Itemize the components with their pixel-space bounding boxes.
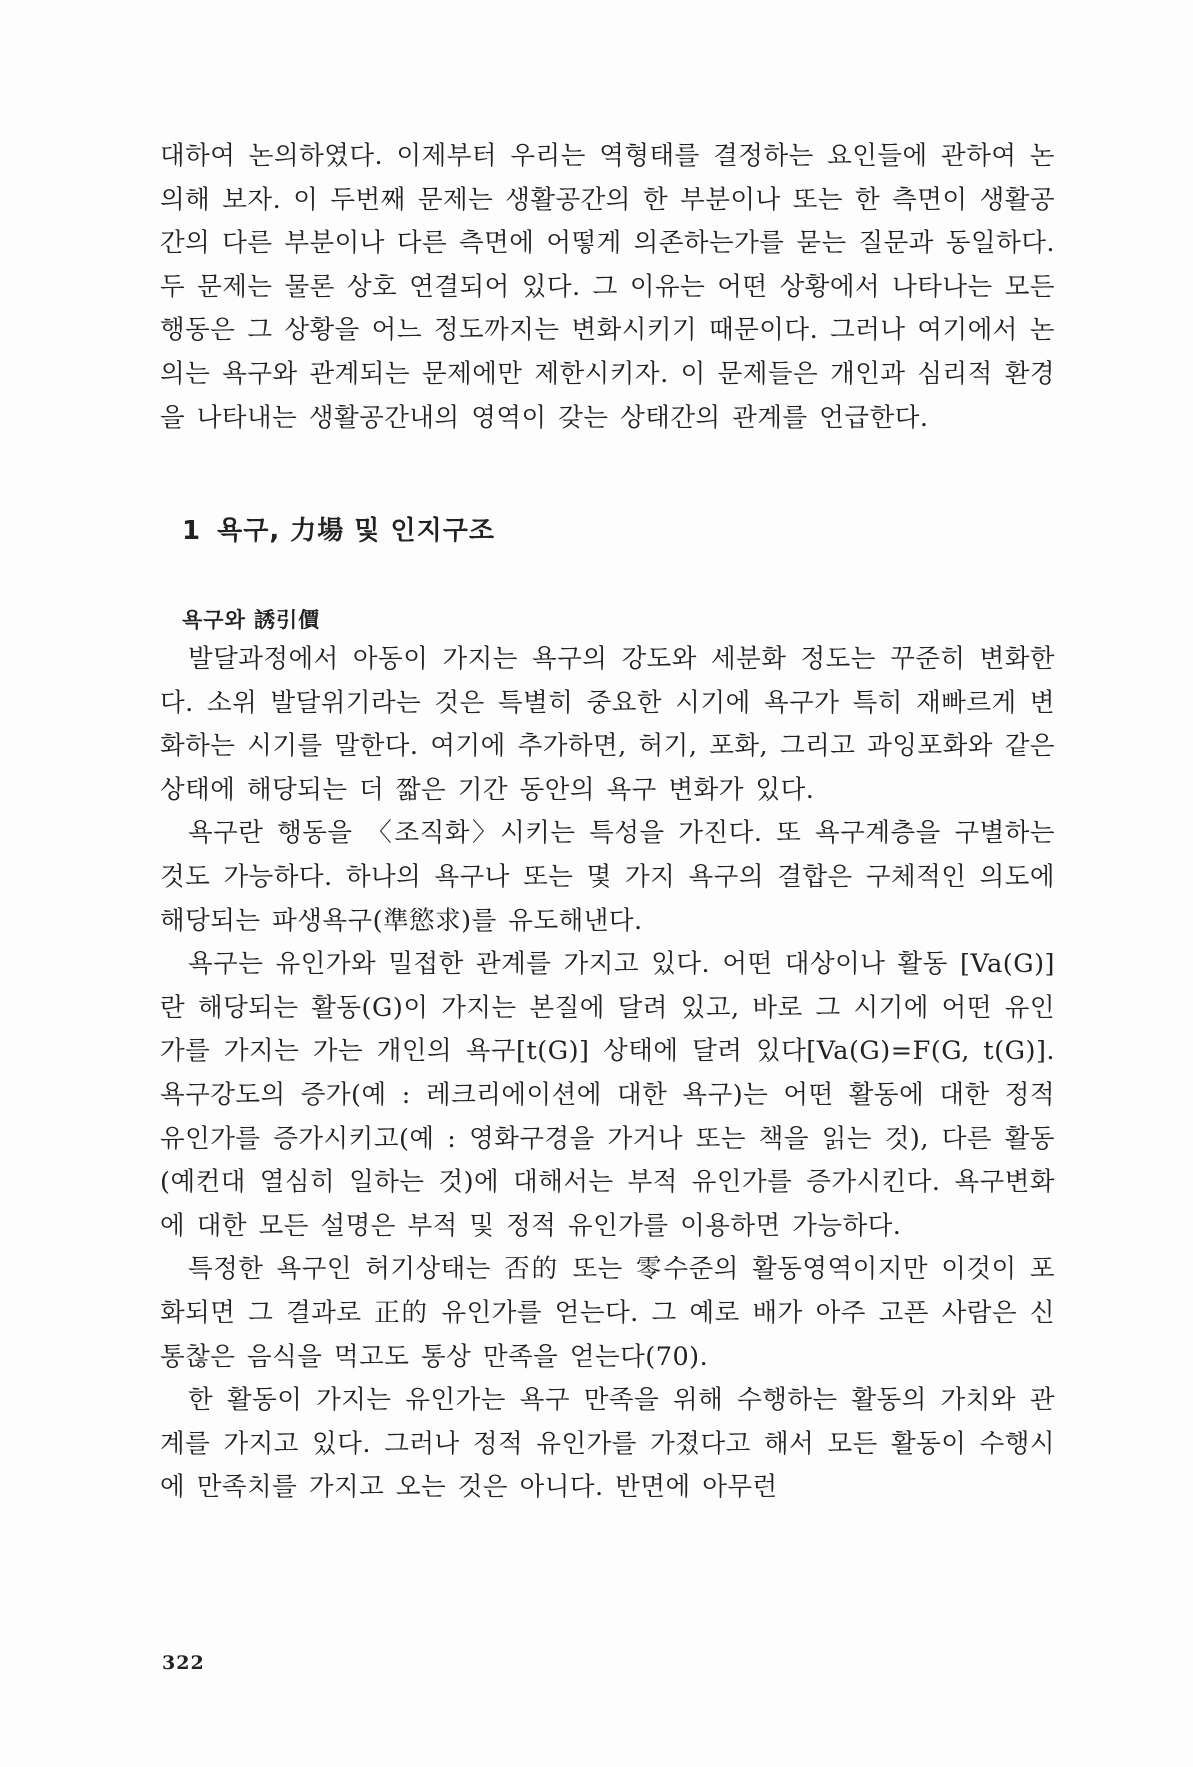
body-paragraph: 욕구란 행동을 〈조직화〉시키는 특성을 가진다. 또 욕구계층을 구별하는 것도 가능하다. 하나의 욕구나 또는 몇 가지 욕구의 결합은 구체적인 의도에 해당되는 파생욕구(準慾求)를 유도해낸다.: [160, 818, 1055, 936]
body-paragraph: 특정한 욕구인 허기상태는 否的 또는 零수준의 활동영역이지만 이것이 포화되면 그 결과로 正的 유인가를 얻는다. 그 예로 배가 아주 고픈 사람은 신통찮은 음식을 먹고도 통상 만족을 얻는다(70).: [160, 1254, 1055, 1372]
main-text-block: [160, 638, 1055, 1510]
body-paragraph: 대하여 논의하였다. 이제부터 우리는 역형태를 결정하는 요인들에 관하여 논의해 보자. 이 두번째 문제는 생활공간의 한 부분이나 또는 한 측면이 생활공간의 다른 부분이나 다른 측면에 어떻게 의존하는가를 묻는 질문과 동일하다. 두 문제는 물론 상호 연결되어 있다. 그 이유는 어떤 상황에서 나타나는 모든 행동은 그 상황을 어느 정도까지는 변화시키기 때문이다. 그러나 여기에서 논의는 욕구와 관계되는 문제에만 제한시키자. 이 문제들은 개인과 심리적 환경을 나타내는 생활공간내의 영역이 갖는 상태간의 관계를 언급한다.: [160, 141, 1055, 433]
body-paragraph: 발달과정에서 아동이 가지는 욕구의 강도와 세분화 정도는 꾸준히 변화한다. 소위 발달위기라는 것은 특별히 중요한 시기에 욕구가 특히 재빠르게 변화하는 시기를 말한다. 여기에 추가하면, 허기, 포화, 그리고 과잉포화와 같은 상태에 해당되는 더 짧은 기간 동안의 욕구 변화가 있다.: [160, 644, 1055, 805]
opening-text-block: [160, 135, 1055, 440]
section-title: 욕구, 力場 및 인지구조: [217, 516, 495, 546]
section-number: 1: [182, 516, 202, 546]
sub-heading: 욕구와 誘引價: [182, 608, 321, 632]
page-number: 322: [162, 1652, 205, 1674]
section-heading: [182, 510, 495, 547]
body-paragraph: 한 활동이 가지는 유인가는 욕구 만족을 위해 수행하는 활동의 가치와 관계를 가지고 있다. 그러나 정적 유인가를 가졌다고 해서 모든 활동이 수행시에 만족치를 가지고 오는 것은 아니다. 반면에 아무런: [160, 1385, 1055, 1503]
body-paragraph: 욕구는 유인가와 밀접한 관계를 가지고 있다. 어떤 대상이나 활동 [Va(G)]란 해당되는 활동(G)이 가지는 본질에 달려 있고, 바로 그 시기에 어떤 유인가를 가지는 가는 개인의 욕구[t(G)] 상태에 달려 있다[Va(G)=F(G, t(G)]. 욕구강도의 증가(예 : 레크리에이션에 대한 욕구)는 어떤 활동에 대한 정적 유인가를 증가시키고(예 : 영화구경을 가거나 또는 책을 읽는 것), 다른 활동(예컨대 열심히 일하는 것)에 대해서는 부적 유인가를 증가시킨다. 욕구변화에 대한 모든 설명은 부적 및 정적 유인가를 이용하면 가능하다.: [160, 949, 1055, 1241]
